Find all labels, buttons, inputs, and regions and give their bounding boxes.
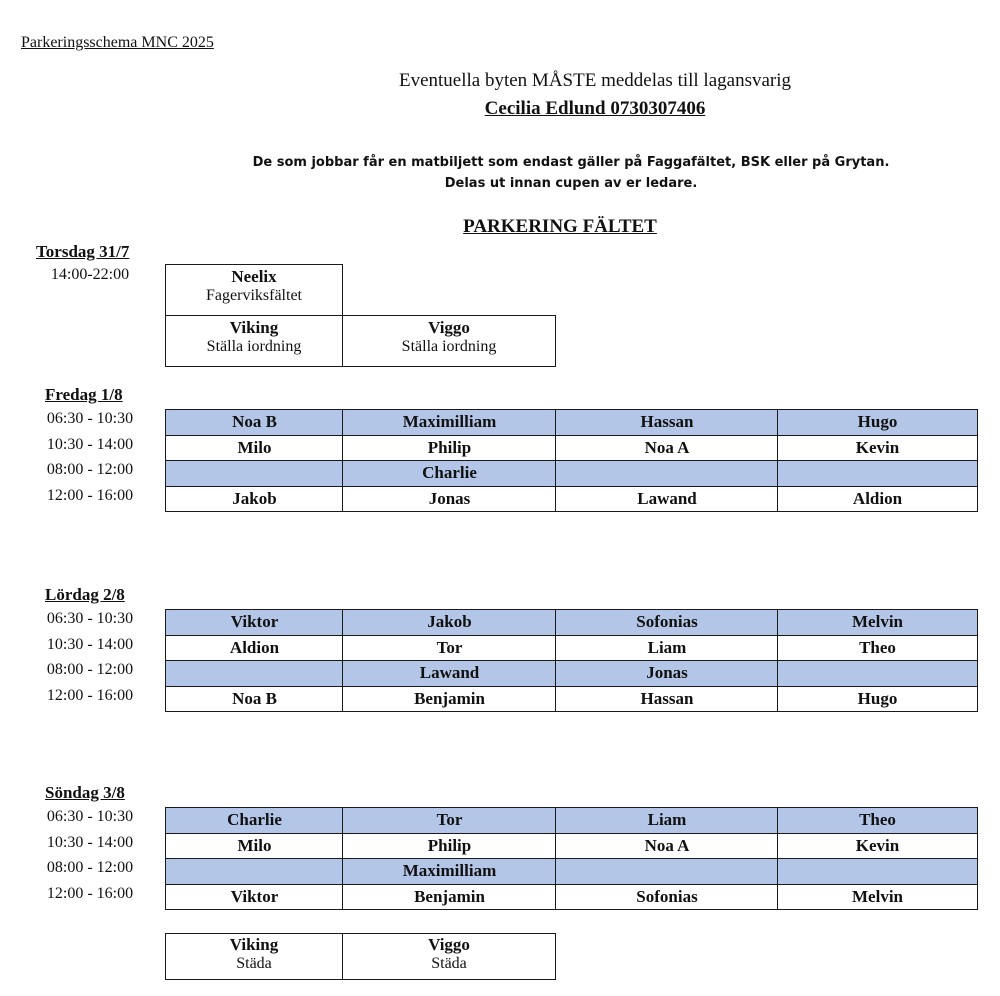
schedule-cell bbox=[165, 660, 344, 687]
assignment-box bbox=[165, 315, 343, 367]
meal-ticket-line: De som jobbar får en matbiljett som endast gäller på Faggafältet, BSK eller på Grytan. bbox=[252, 155, 890, 170]
section-title: PARKERING FÄLTET bbox=[463, 216, 657, 237]
assignment-box bbox=[342, 315, 556, 367]
time-slot: 08:00 - 12:00 bbox=[46, 461, 134, 478]
schedule-cell: Jonas bbox=[555, 660, 779, 687]
meal-ticket-info bbox=[0, 152, 1000, 194]
person-name: Viggo bbox=[428, 318, 470, 337]
schedule-cell: Philip bbox=[342, 833, 557, 860]
schedule-cell: Noa A bbox=[555, 435, 779, 462]
schedule-cell: Lawand bbox=[342, 660, 557, 687]
schedule-cell: Liam bbox=[555, 807, 779, 834]
task-label: Ställa iordning bbox=[206, 338, 302, 355]
schedule-cell bbox=[165, 858, 344, 885]
schedule-cell: Sofonias bbox=[555, 609, 779, 636]
schedule-cell: Theo bbox=[777, 807, 978, 834]
schedule-cell bbox=[777, 660, 978, 687]
schedule-cell: Aldion bbox=[165, 635, 344, 662]
time-slot: 10:30 - 14:00 bbox=[46, 435, 134, 453]
person-name: Viking bbox=[229, 935, 279, 954]
schedule-cell: Theo bbox=[777, 635, 978, 662]
schedule-cell bbox=[777, 460, 978, 487]
schedule-cell: Maximilliam bbox=[342, 858, 557, 885]
time-slot: 10:30 - 14:00 bbox=[46, 833, 134, 851]
schedule-cell bbox=[555, 460, 779, 487]
schedule-cell: Jakob bbox=[342, 609, 557, 636]
schedule-cell: Hugo bbox=[777, 686, 978, 713]
task-label: Städa bbox=[431, 955, 467, 972]
schedule-cell: Philip bbox=[342, 435, 557, 462]
schedule-cell: Lawand bbox=[555, 486, 779, 513]
time-slot: 14:00-22:00 bbox=[50, 266, 130, 283]
day-title-thursday: Torsdag 31/7 bbox=[36, 242, 130, 261]
schedule-cell: Noa A bbox=[555, 833, 779, 860]
time-slot: 10:30 - 14:00 bbox=[46, 635, 134, 653]
schedule-cell: Jakob bbox=[165, 486, 344, 513]
schedule-cell: Jonas bbox=[342, 486, 557, 513]
schedule-cell bbox=[165, 460, 344, 487]
assignment-box bbox=[165, 264, 343, 316]
meal-ticket-line: Delas ut innan cupen av er ledare. bbox=[444, 176, 698, 191]
time-slot: 06:30 - 10:30 bbox=[46, 410, 134, 427]
day-title-fredag: Fredag 1/8 bbox=[45, 385, 123, 404]
schedule-cell: Liam bbox=[555, 635, 779, 662]
change-notice bbox=[0, 67, 1000, 123]
day-title-lordag: Lördag 2/8 bbox=[45, 585, 125, 604]
task-label: Ställa iordning bbox=[401, 338, 497, 355]
time-slot: 12:00 - 16:00 bbox=[46, 686, 134, 704]
schedule-cell: Hassan bbox=[555, 686, 779, 713]
schedule-cell: Maximilliam bbox=[342, 409, 557, 436]
schedule-cell: Noa B bbox=[165, 686, 344, 713]
time-slot: 08:00 - 12:00 bbox=[46, 661, 134, 678]
document-title: Parkeringsschema MNC 2025 bbox=[21, 34, 214, 51]
schedule-cell: Sofonias bbox=[555, 884, 779, 911]
notice-line: Eventuella byten MÅSTE meddelas till lagansvarig bbox=[398, 70, 792, 91]
schedule-cell: Noa B bbox=[165, 409, 344, 436]
time-slot: 12:00 - 16:00 bbox=[46, 486, 134, 504]
schedule-cell bbox=[777, 858, 978, 885]
schedule-cell: Milo bbox=[165, 833, 344, 860]
schedule-cell bbox=[555, 858, 779, 885]
schedule-cell: Tor bbox=[342, 635, 557, 662]
task-label: Städa bbox=[236, 955, 272, 972]
schedule-cell: Aldion bbox=[777, 486, 978, 513]
schedule-cell: Melvin bbox=[777, 884, 978, 911]
schedule-cell: Hugo bbox=[777, 409, 978, 436]
assignment-box bbox=[342, 933, 556, 980]
schedule-cell: Hassan bbox=[555, 409, 779, 436]
person-name: Neelix bbox=[231, 267, 277, 286]
schedule-cell: Melvin bbox=[777, 609, 978, 636]
time-slot: 06:30 - 10:30 bbox=[46, 808, 134, 825]
person-name: Viking bbox=[229, 318, 279, 337]
time-slot: 06:30 - 10:30 bbox=[46, 610, 134, 627]
time-slot: 12:00 - 16:00 bbox=[46, 884, 134, 902]
assignment-box bbox=[165, 933, 343, 980]
schedule-cell: Viktor bbox=[165, 884, 344, 911]
day-title-sondag: Söndag 3/8 bbox=[45, 783, 125, 802]
schedule-cell: Benjamin bbox=[342, 686, 557, 713]
time-slot: 08:00 - 12:00 bbox=[46, 859, 134, 876]
schedule-cell: Charlie bbox=[342, 460, 557, 487]
schedule-cell: Milo bbox=[165, 435, 344, 462]
schedule-cell: Benjamin bbox=[342, 884, 557, 911]
task-label: Fagerviksfältet bbox=[206, 287, 302, 304]
person-name: Viggo bbox=[428, 935, 470, 954]
schedule-cell: Kevin bbox=[777, 435, 978, 462]
schedule-cell: Charlie bbox=[165, 807, 344, 834]
schedule-cell: Viktor bbox=[165, 609, 344, 636]
schedule-cell: Kevin bbox=[777, 833, 978, 860]
schedule-cell: Tor bbox=[342, 807, 557, 834]
contact-person: Cecilia Edlund 0730307406 bbox=[484, 98, 706, 119]
